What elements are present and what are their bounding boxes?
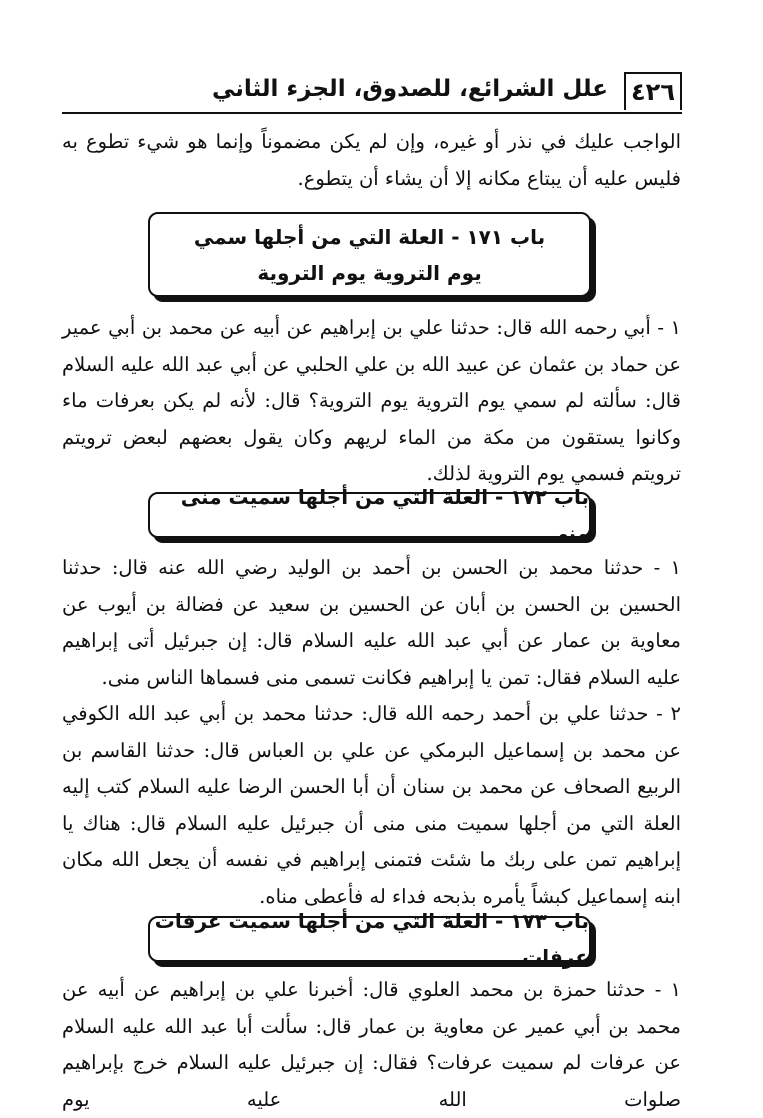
- chapter-heading-171: [148, 212, 591, 297]
- chapter-heading-173: [148, 909, 591, 969]
- hadith-paragraph: ١ - حدثنا محمد بن الحسن بن أحمد بن الوليد رضي الله عنه قال: حدثنا الحسين بن الحسن بن أبان عن الحسين بن سعيد عن فضالة بن أيوب عن معاوية بن عمار عن أبي عبد الله عليه السلام قال: إن جبرئيل أتى إبراهيم عليه السلام فقال: تمن يا إبراهيم فكانت تسمى منى فسماها الناس منى.: [62, 556, 681, 689]
- page-header: [62, 72, 682, 114]
- chapter-heading-172: [148, 485, 591, 545]
- chapter-heading-line: باب ١٧٣ - العلة التي من أجلها سميت عرفات عرفات: [154, 909, 589, 969]
- page-number: ٤٢٦: [624, 72, 682, 110]
- hadith-paragraph: ١ - حدثنا حمزة بن محمد العلوي قال: أخبرنا علي بن إبراهيم عن أبيه عن محمد بن أبي عمير عن معاوية بن عمار قال: سألت أبا عبد الله عليه السلام عن عرفات لم سميت عرفات؟ فقال: إن جبرئيل عليه السلام خرج بإبراهيم صلوات الله عليه يوم: [62, 978, 681, 1111]
- book-title: علل الشرائع، للصدوق، الجزء الثاني: [211, 76, 608, 102]
- chapter-heading-line: باب ١٧٢ - العلة التي من أجلها سميت منى منى: [180, 485, 589, 545]
- intro-paragraph: الواجب عليك في نذر أو غيره، وإن لم يكن مضموناً وإنما هو شيء تطوع به فليس عليه أن يبتاع مكانه إلا أن يشاء أن يتطوع.: [62, 130, 681, 190]
- hadith-paragraph: ٢ - حدثنا علي بن أحمد رحمه الله قال: حدثنا محمد بن أبي عبد الله الكوفي عن محمد بن إسماعيل البرمكي عن علي بن العباس قال: حدثنا القاسم بن الربيع الصحاف عن محمد بن سنان أن أبا الحسن الرضا عليه السلام كتب إليه العلة التي من أجلها سميت منى منى أن جبرئيل عليه السلام قال: هناك يا إبراهيم تمن على ربك ما شئت فتمنى إبراهيم في نفسه أن يجعل الله مكان ابنه إسماعيل كبشاً يأمره بذبحه فداء له فأعطى مناه.: [62, 702, 681, 908]
- chapter-heading-line: يوم التروية يوم التروية: [257, 260, 482, 285]
- chapter-heading-line: باب ١٧١ - العلة التي من أجلها سمي: [193, 224, 546, 249]
- hadith-paragraph: ١ - أبي رحمه الله قال: حدثنا علي بن إبراهيم عن أبيه عن محمد بن أبي عمير عن حماد بن عثمان عن عبيد الله بن علي الحلبي عن أبي عبد الله عليه السلام قال: سألته لم سمي يوم التروية يوم التروية؟ قال: لأنه لم يكن بعرفات ماء وكانوا يستقون من مكة من الماء لريهم وكان يقول بعضهم لبعض ترويتم ترويتم فسمي يوم التروية لذلك.: [62, 316, 681, 485]
